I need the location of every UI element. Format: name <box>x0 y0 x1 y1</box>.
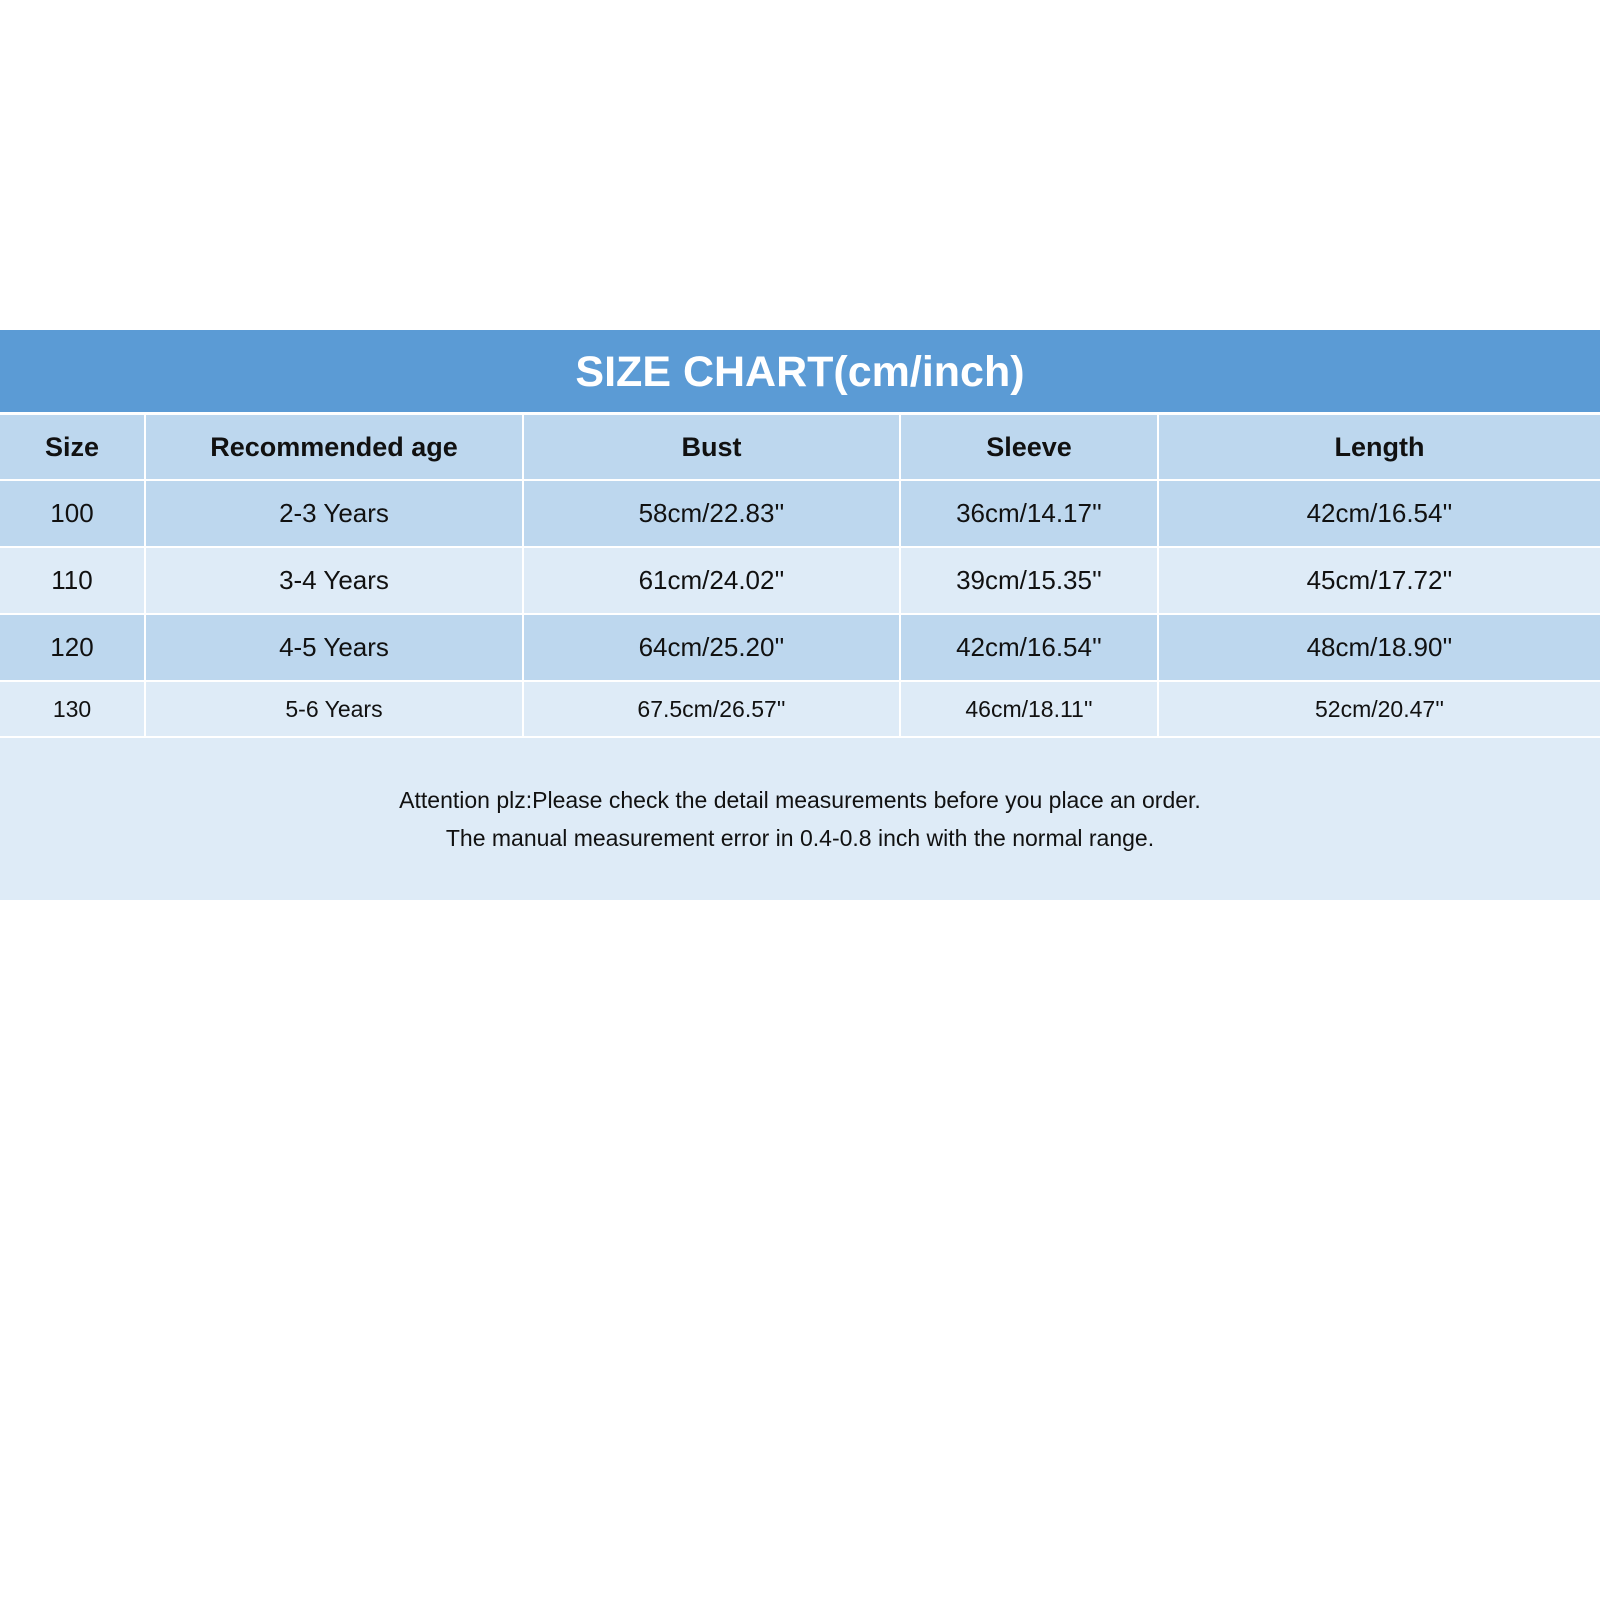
chart-title: SIZE CHART(cm/inch) <box>575 347 1025 396</box>
header-length: Length <box>1158 415 1600 480</box>
size-table <box>0 415 1600 736</box>
table-header-row <box>0 415 1600 480</box>
header-sleeve: Sleeve <box>900 415 1158 480</box>
note-line-2: The manual measurement error in 0.4-0.8 inch with the normal range. <box>445 825 1155 851</box>
cell-bust: 58cm/22.83'' <box>523 480 900 547</box>
cell-size: 120 <box>0 614 145 681</box>
cell-age: 2-3 Years <box>145 480 523 547</box>
cell-sleeve: 46cm/18.11'' <box>900 681 1158 736</box>
cell-sleeve: 36cm/14.17'' <box>900 480 1158 547</box>
cell-length: 45cm/17.72'' <box>1158 547 1600 614</box>
cell-length: 48cm/18.90'' <box>1158 614 1600 681</box>
title-bar <box>0 330 1600 412</box>
header-recommended-age: Recommended age <box>145 415 523 480</box>
cell-bust: 61cm/24.02'' <box>523 547 900 614</box>
table-row <box>0 480 1600 547</box>
cell-sleeve: 42cm/16.54'' <box>900 614 1158 681</box>
header-bust: Bust <box>523 415 900 480</box>
table-row <box>0 681 1600 736</box>
note-line-1: Attention plz:Please check the detail measurements before you place an order. <box>399 787 1201 813</box>
cell-size: 130 <box>0 681 145 736</box>
header-size: Size <box>0 415 145 480</box>
cell-age: 3-4 Years <box>145 547 523 614</box>
table-row <box>0 614 1600 681</box>
table-row <box>0 547 1600 614</box>
cell-bust: 67.5cm/26.57'' <box>523 681 900 736</box>
attention-note <box>0 736 1600 900</box>
cell-age: 4-5 Years <box>145 614 523 681</box>
cell-age: 5-6 Years <box>145 681 523 736</box>
size-chart <box>0 330 1600 900</box>
cell-size: 110 <box>0 547 145 614</box>
cell-bust: 64cm/25.20'' <box>523 614 900 681</box>
cell-length: 42cm/16.54'' <box>1158 480 1600 547</box>
cell-size: 100 <box>0 480 145 547</box>
cell-length: 52cm/20.47'' <box>1158 681 1600 736</box>
cell-sleeve: 39cm/15.35'' <box>900 547 1158 614</box>
